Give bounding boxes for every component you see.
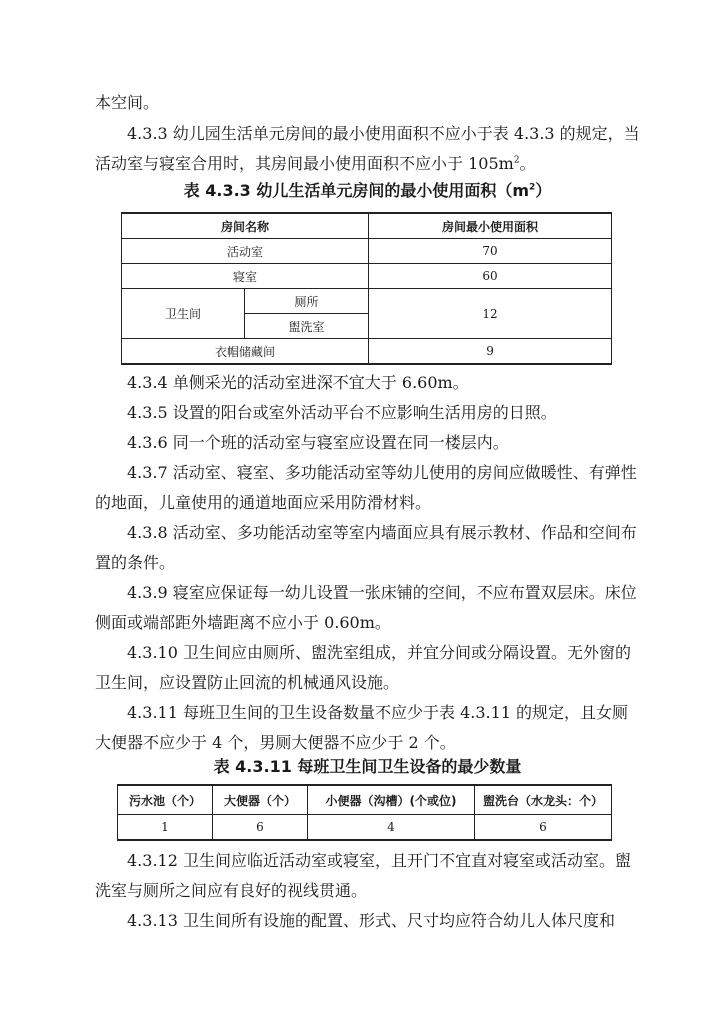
value-cell: 6: [475, 815, 612, 841]
value-cell: 4: [308, 815, 475, 841]
caption-end: ）: [535, 181, 552, 200]
paragraph-4-3-5: 4.3.5 设置的阳台或室外活动平台不应影响生活用房的日照。: [127, 403, 557, 422]
caption-superscript: 2: [529, 182, 536, 193]
room-name-cell: 活动室: [122, 239, 369, 264]
paragraph-4-3-11: 4.3.11 每班卫生间的卫生设备数量不应少于表 4.3.11 的规定，且女厕大便器不应少于 4 个，男厕大便器不应少于 2 个。: [95, 703, 629, 752]
table-4-3-11: [117, 784, 612, 841]
table-row: [122, 339, 612, 365]
area-cell: 9: [369, 339, 612, 365]
area-cell: 70: [369, 239, 612, 264]
header-sink: 污水池（个）: [118, 785, 213, 815]
room-group-cell: 卫生间: [122, 289, 245, 339]
paragraph-4-3-7: 4.3.7 活动室、寝室、多功能活动室等幼儿使用的房间应做暖性、有弹性的地面，儿童使用的通道地面应采用防滑材料。: [95, 463, 637, 512]
header-urinal: 小便器（沟槽）(个或位): [308, 785, 475, 815]
caption-text: 表 4.3.3 幼儿生活单元房间的最小使用面积（m: [183, 181, 530, 200]
paragraph-continuation: 本空间。: [95, 93, 160, 112]
paragraph-4-3-9: 4.3.9 寝室应保证每一幼儿设置一张床铺的空间，不应布置双层床。床位侧面或端部距外墙距离不应小于 0.60m。: [95, 583, 637, 632]
superscript: 2: [513, 155, 520, 166]
room-name-cell: 衣帽储藏间: [122, 339, 369, 365]
header-room-name: 房间名称: [122, 213, 369, 239]
header-toilet: 大便器（个）: [213, 785, 308, 815]
table-row: [122, 289, 612, 314]
paragraph-4-3-3: [95, 119, 640, 179]
paragraph-4-3-4: 4.3.4 单侧采光的活动室进深不宜大于 6.60m。: [127, 373, 469, 392]
table-row: [122, 264, 612, 289]
paragraph-4-3-10: 4.3.10 卫生间应由厕所、盥洗室组成，并宜分间或分隔设置。无外窗的卫生间，应设置防止回流的机械通风设施。: [95, 643, 631, 692]
table-row: [118, 815, 612, 841]
table-row: [122, 239, 612, 264]
header-washbasin: 盥洗台（水龙头：个）: [475, 785, 612, 815]
subroom-cell: 厕所: [245, 289, 369, 314]
paragraph-4-3-6: 4.3.6 同一个班的活动室与寝室应设置在同一楼层内。: [127, 433, 509, 452]
table-header-row: [122, 213, 612, 239]
paragraph-4-3-8: 4.3.8 活动室、多功能活动室等室内墙面应具有展示教材、作品和空间布置的条件。: [95, 523, 637, 572]
paragraph-4-3-3-text: 4.3.3 幼儿园生活单元房间的最小使用面积不应小于表 4.3.3 的规定，当活动室与寝室合用时，其房间最小使用面积不应小于 105m: [95, 124, 640, 173]
paragraph-4-3-13: 4.3.13 卫生间所有设施的配置、形式、尺寸均应符合幼儿人体尺度和: [127, 911, 615, 930]
table-4-3-3-caption: [95, 180, 640, 202]
paragraph-4-3-12: 4.3.12 卫生间应临近活动室或寝室，且开门不宜直对寝室或活动室。盥洗室与厕所之间应有良好的视线贯通。: [95, 851, 631, 900]
paragraph-end: 。: [519, 154, 536, 173]
table-header-row: [118, 785, 612, 815]
room-name-cell: 寝室: [122, 264, 369, 289]
value-cell: 1: [118, 815, 213, 841]
area-cell: 60: [369, 264, 612, 289]
table-4-3-11-caption: 表 4.3.11 每班卫生间卫生设备的最少数量: [213, 757, 522, 776]
value-cell: 6: [213, 815, 308, 841]
subroom-cell: 盥洗室: [245, 314, 369, 339]
table-4-3-3: [121, 212, 612, 365]
area-cell: 12: [369, 289, 612, 339]
header-min-area: 房间最小使用面积: [369, 213, 612, 239]
